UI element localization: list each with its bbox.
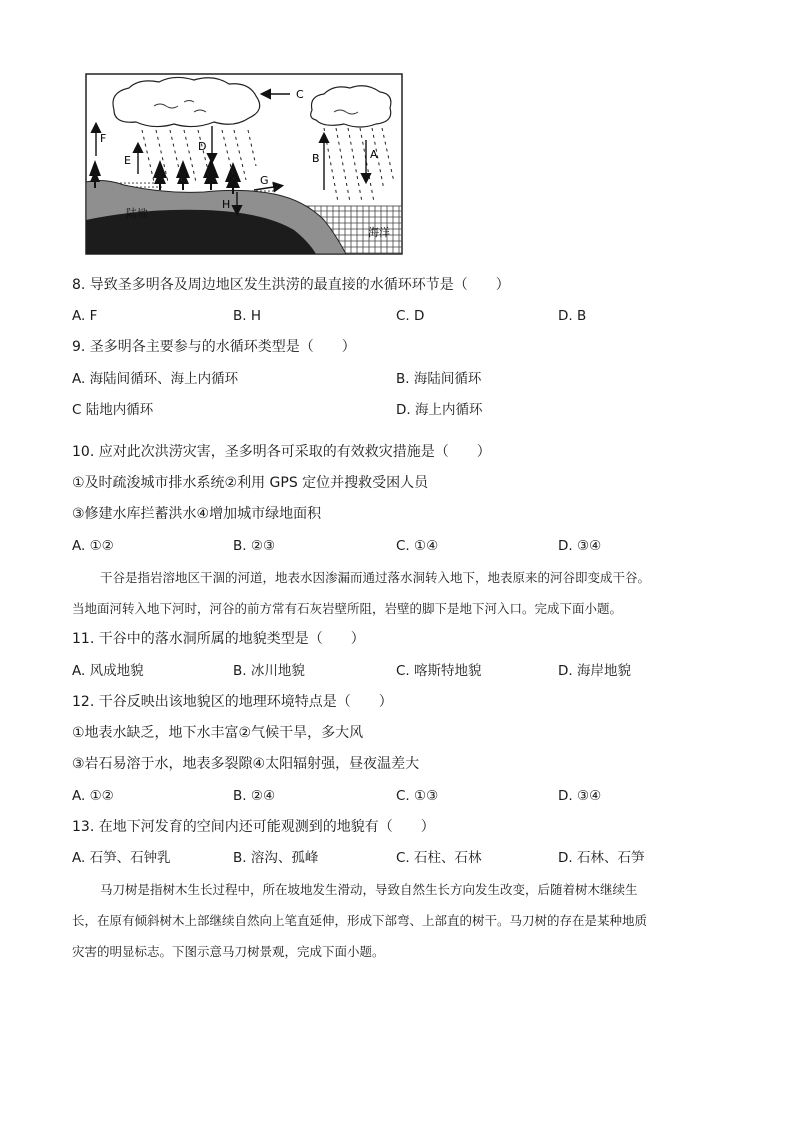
q8-option-d[interactable]: D. B [558,308,587,324]
q13-option-a[interactable]: A. 石笋、石钟乳 [72,850,171,866]
q8-stem: 8. 导致圣多明各及周边地区发生洪涝的最直接的水循环环节是（ ） [72,277,510,293]
q9-option-a[interactable]: A. 海陆间循环、海上内循环 [72,371,239,387]
q13-stem: 13. 在地下河发育的空间内还可能观测到的地貌有（ ） [72,819,435,835]
q12-option-d[interactable]: D. ③④ [558,788,602,804]
q12-option-b[interactable]: B. ②④ [233,788,276,804]
passage-drunken-tree-line-2: 长，在原有倾斜树木上部继续自然向上笔直延伸，形成下部弯、上部直的树干。马刀树的存在是某种地质 [72,913,648,928]
q11-option-c[interactable]: C. 喀斯特地貌 [396,663,482,679]
q11-option-a[interactable]: A. 风成地貌 [72,663,144,679]
label-a: A [370,148,378,161]
label-ocean: 海洋 [368,226,390,239]
water-cycle-diagram [84,70,406,258]
passage-drunken-tree-line-1: 马刀树是指树木生长过程中，所在坡地发生滑动，导致自然生长方向发生改变，后随着树木继续生 [100,882,638,897]
q10-option-d[interactable]: D. ③④ [558,538,602,554]
q12-option-a[interactable]: A. ①② [72,788,114,804]
label-b: B [312,152,320,165]
q11-stem: 11. 干谷中的落水洞所属的地貌类型是（ ） [72,631,365,647]
q13-option-c[interactable]: C. 石柱、石林 [396,850,482,866]
label-land: 陆地 [126,207,148,220]
q13-option-d[interactable]: D. 石林、石笋 [558,850,645,866]
label-f: F [100,132,107,145]
q8-option-a[interactable]: A. F [72,308,98,324]
q10-stem: 10. 应对此次洪涝灾害，圣多明各可采取的有效救灾措施是（ ） [72,444,491,460]
q11-option-d[interactable]: D. 海岸地貌 [558,663,631,679]
q9-option-c[interactable]: C 陆地内循环 [72,402,154,418]
q10-option-c[interactable]: C. ①④ [396,538,439,554]
q11-option-b[interactable]: B. 冰川地貌 [233,663,305,679]
q12-option-c[interactable]: C. ①③ [396,788,439,804]
label-d: D [198,140,207,153]
q8-option-b[interactable]: B. H [233,308,261,324]
q12-statements-1: ①地表水缺乏，地下水丰富②气候干旱，多大风 [72,725,364,741]
q9-option-b[interactable]: B. 海陆间循环 [396,371,482,387]
q9-stem: 9. 圣多明各主要参与的水循环类型是（ ） [72,339,356,355]
q12-statements-2: ③岩石易溶于水，地表多裂隙④太阳辐射强，昼夜温差大 [72,756,420,772]
q9-option-d[interactable]: D. 海上内循环 [396,402,483,418]
passage-dry-valley-line-1: 干谷是指岩溶地区干涸的河道，地表水因渗漏而通过落水洞转入地下，地表原来的河谷即变成干谷。 [100,570,651,585]
label-g: G [260,174,269,187]
q10-statements-2: ③修建水库拦蓄洪水④增加城市绿地面积 [72,506,322,522]
q10-statements-1: ①及时疏浚城市排水系统②利用 GPS 定位并搜救受困人员 [72,475,429,491]
label-e: E [124,154,131,167]
q10-option-a[interactable]: A. ①② [72,538,114,554]
label-h: H [222,198,231,211]
cloud-left [113,77,260,126]
q8-option-c[interactable]: C. D [396,308,425,324]
passage-drunken-tree-line-3: 灾害的明显标志。下图示意马刀树景观，完成下面小题。 [72,944,385,959]
q13-option-b[interactable]: B. 溶沟、孤峰 [233,850,319,866]
q12-stem: 12. 干谷反映出该地貌区的地理环境特点是（ ） [72,694,393,710]
label-c: C [296,88,304,101]
q10-option-b[interactable]: B. ②③ [233,538,276,554]
passage-dry-valley-line-2: 当地面河转入地下河时，河谷的前方常有石灰岩壁所阻，岩壁的脚下是地下河入口。完成下面小题。 [72,601,623,616]
